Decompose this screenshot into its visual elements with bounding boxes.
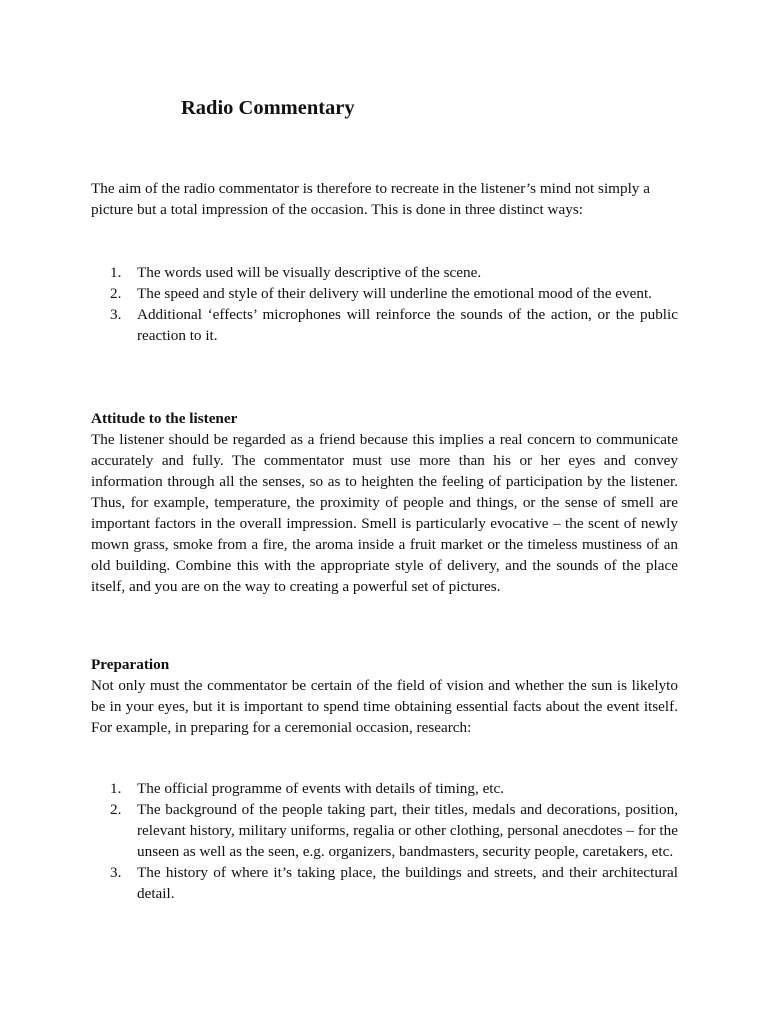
attitude-paragraph: The listener should be regarded as a friend because this implies a real concern to communicate accurately and fully. The commentator must use more than his or her eyes and convey information through all the senses, so as to heighten the feeling of participation by the listener. Thus, for example, temperature, the proximity of people and things, or the sense of smell are important factors in the overall impression. Smell is particularly evocative – the scent of newly mown grass, smoke from a fire, the aroma inside a fruit market or the timeless mustiness of an old building. Combine this with the appropriate style of delivery, and the sounds of the place itself, and you are on the way to creating a powerful set of pictures. xyxy=(91,431,678,595)
research-list xyxy=(91,778,678,904)
list-number: 1. xyxy=(110,264,122,281)
list-item-text: The speed and style of their delivery will underline the emotional mood of the event. xyxy=(137,285,652,302)
list-item xyxy=(91,262,678,283)
list-item-text: The words used will be visually descriptive of the scene. xyxy=(137,264,482,281)
list-number: 1. xyxy=(110,780,122,797)
page-title: Radio Commentary xyxy=(181,97,355,119)
list-number: 2. xyxy=(110,285,122,302)
intro-paragraph: The aim of the radio commentator is therefore to recreate in the listener’s mind not simply a picture but a total impression of the occasion. This is done in three distinct ways: xyxy=(91,180,650,218)
list-item xyxy=(91,283,678,304)
section-heading-attitude: Attitude to the listener xyxy=(91,410,238,427)
preparation-paragraph: Not only must the commentator be certain of the field of vision and whether the sun is likelyto be in your eyes, but it is important to spend time obtaining essential facts about the event itself. For example, in preparing for a ceremonial occasion, research: xyxy=(91,677,678,736)
list-item xyxy=(91,799,678,862)
ways-list xyxy=(91,262,678,346)
list-item-text: The official programme of events with details of timing, etc. xyxy=(137,780,505,797)
list-number: 3. xyxy=(110,864,122,881)
list-number: 2. xyxy=(110,801,122,818)
list-item xyxy=(91,862,678,904)
list-item-text: The history of where it’s taking place, the buildings and streets, and their architectural detail. xyxy=(137,864,678,902)
list-number: 3. xyxy=(110,306,122,323)
list-item xyxy=(91,778,678,799)
list-item xyxy=(91,304,678,346)
list-item-text: The background of the people taking part, their titles, medals and decorations, position, relevant history, military uniforms, regalia or other clothing, personal anecdotes – for the unseen as well as the seen, e.g. organizers, bandmasters, security people, caretakers, etc. xyxy=(137,801,678,860)
section-heading-preparation: Preparation xyxy=(91,656,170,673)
list-item-text: Additional ‘effects’ microphones will reinforce the sounds of the action, or the public reaction to it. xyxy=(137,306,678,344)
